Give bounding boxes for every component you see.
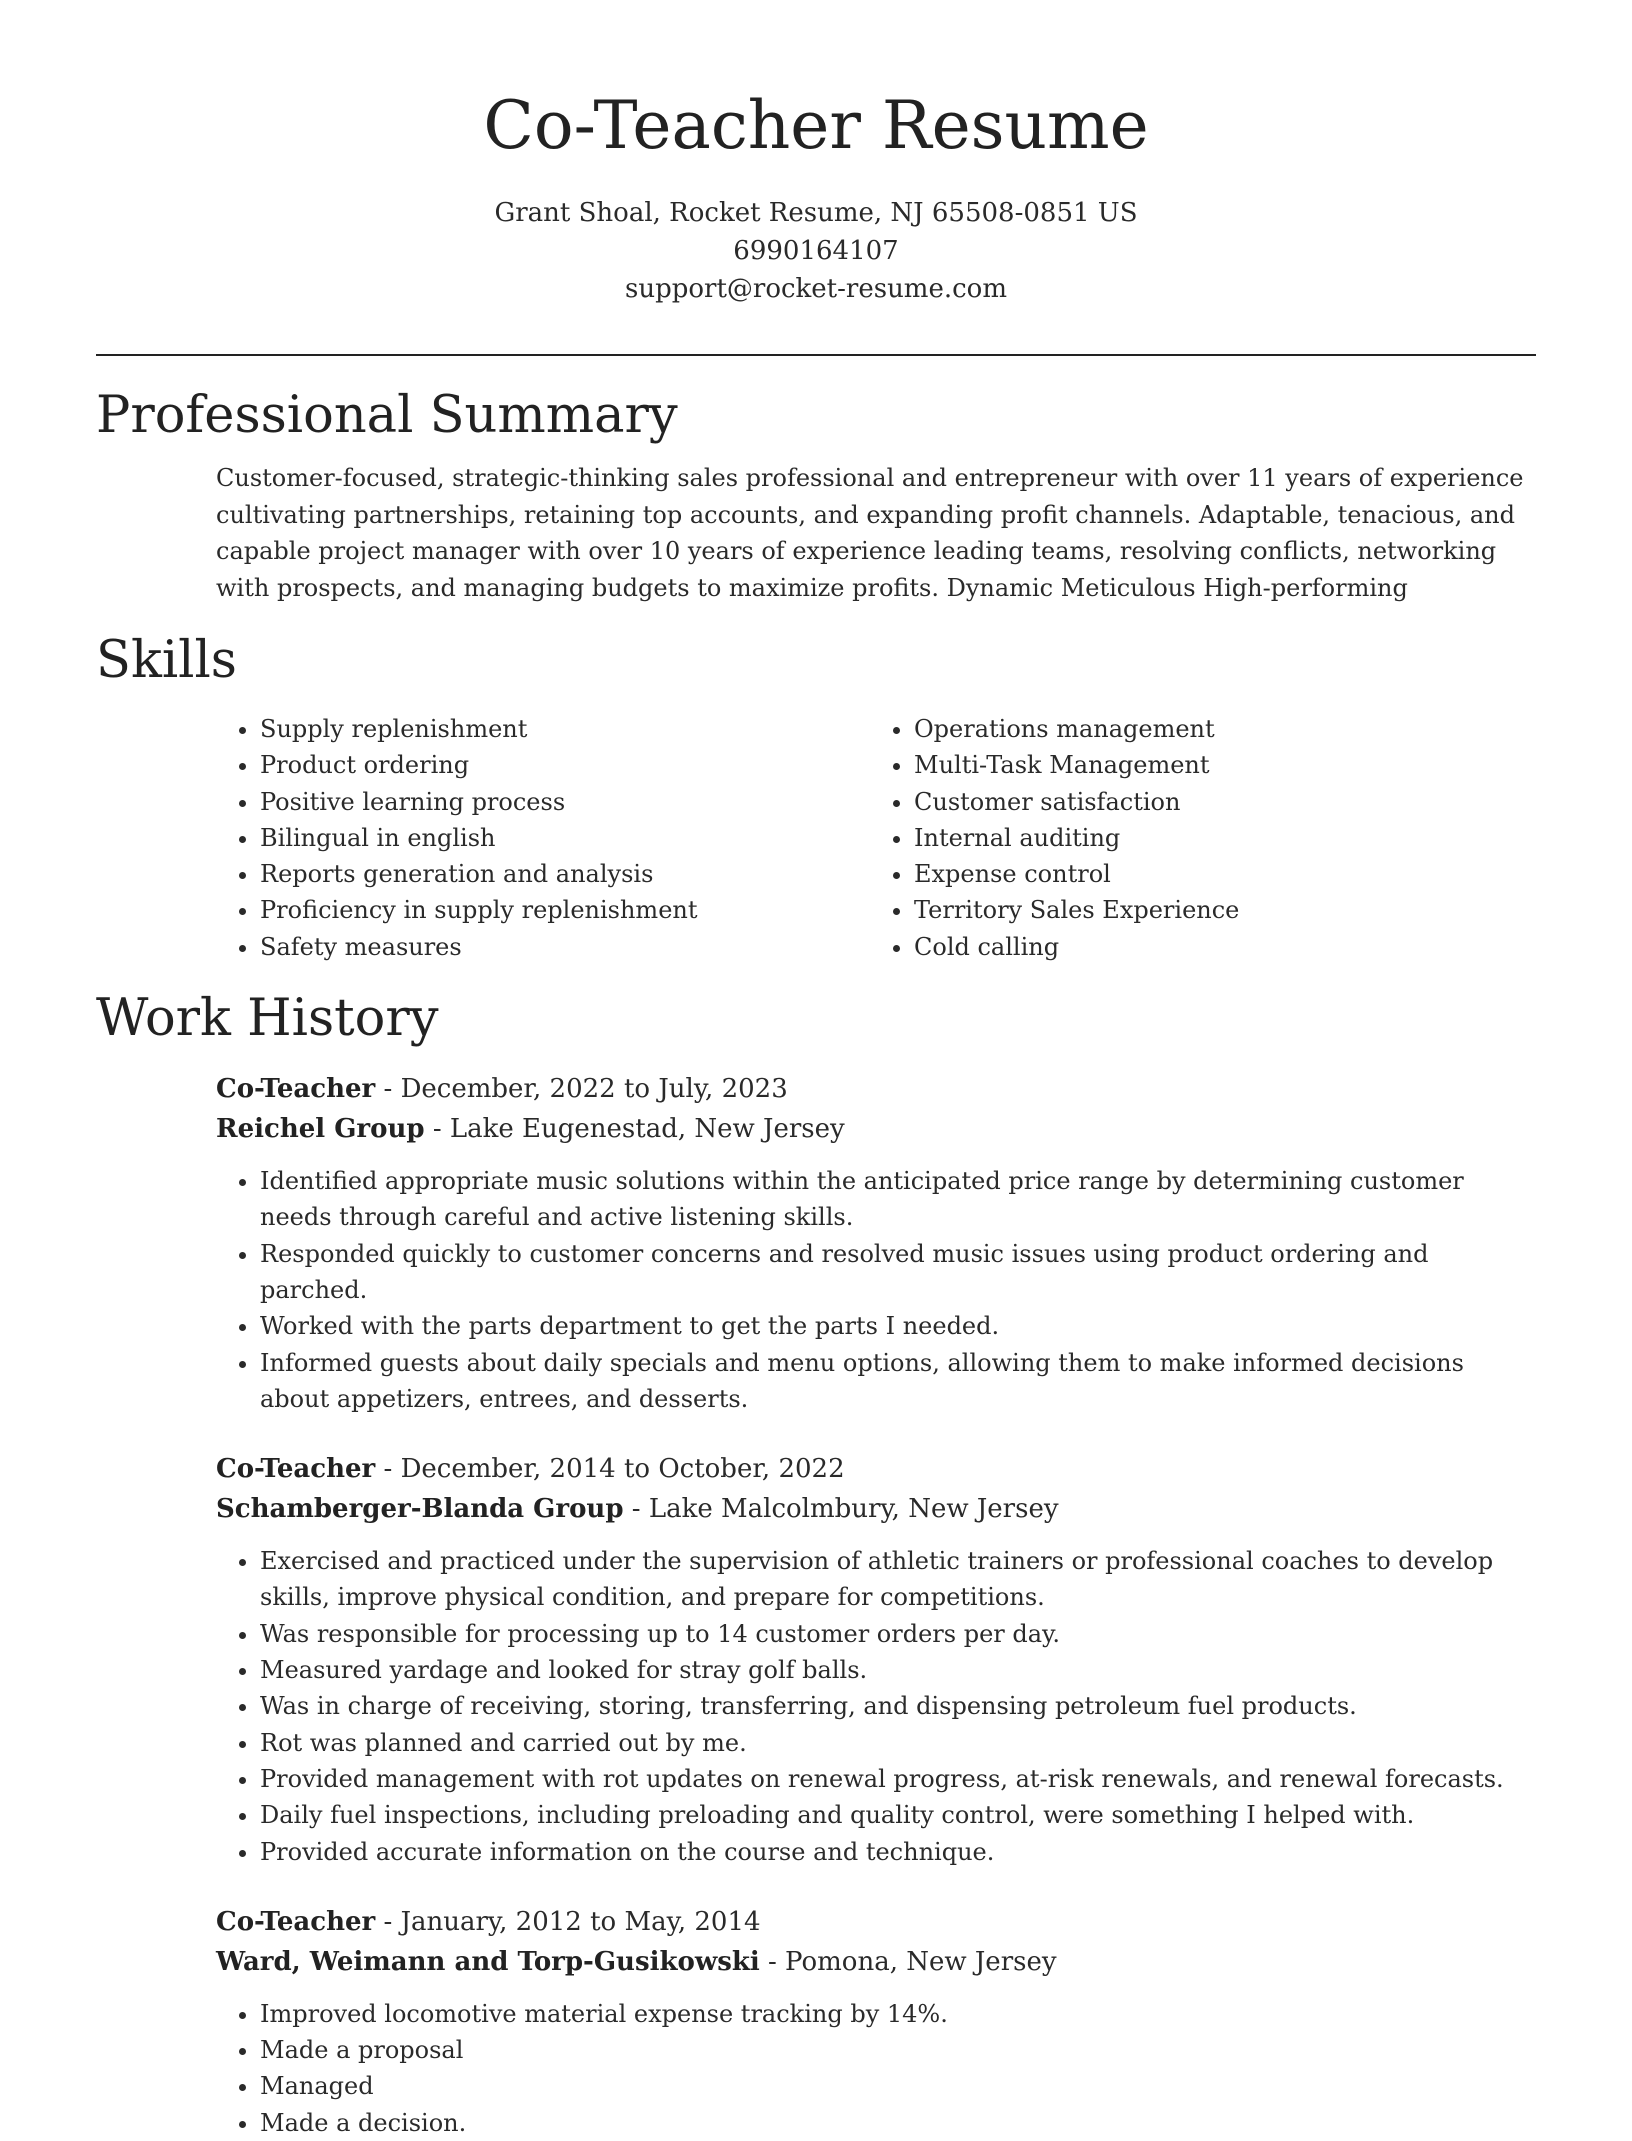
skill-item: • Customer satisfaction: [914, 784, 1239, 820]
job-bullet: • Rot was planned and carried out by me.: [260, 1725, 1536, 1761]
contact-address: Grant Shoal, Rocket Resume, NJ 65508-0851 US: [494, 198, 1138, 228]
skill-item: • Safety measures: [260, 929, 870, 965]
job-bullets: [216, 1163, 1536, 1417]
contact-block: [0, 194, 1632, 308]
skill-item: • Multi-Task Management: [914, 747, 1239, 783]
skills-heading: Skills: [96, 631, 237, 690]
job-location: - Lake Malcolmbury, New Jersey: [623, 1494, 1059, 1525]
job-bullet: • Was in charge of receiving, storing, transferring, and dispensing petroleum fuel products.: [260, 1688, 1536, 1724]
job-location: - Lake Eugenestad, New Jersey: [424, 1114, 845, 1145]
job-bullet: • Identified appropriate music solutions within the anticipated price range by determining customer needs through careful and active listening skills.: [260, 1163, 1536, 1236]
job-bullet: • Made a decision.: [260, 2105, 1536, 2141]
job-bullet: • Exercised and practiced under the supervision of athletic trainers or professional coaches to develop skills, improve physical condition, and prepare for competitions.: [260, 1543, 1536, 1616]
contact-email: support@rocket-resume.com: [624, 274, 1007, 304]
skills-column-left: [216, 711, 870, 965]
contact-phone: 6990164107: [733, 236, 899, 266]
job-title-line: [216, 1069, 1536, 1109]
job-bullets: [216, 1543, 1536, 1870]
skill-item: • Supply replenishment: [260, 711, 870, 747]
job-company: Reichel Group: [216, 1114, 425, 1145]
header-divider: [96, 354, 1536, 356]
skill-item: • Proficiency in supply replenishment: [260, 892, 870, 928]
skill-item: • Territory Sales Experience: [914, 892, 1239, 928]
job-entry: [216, 1449, 1536, 1870]
skills-column-right: [870, 711, 1239, 965]
resume-header: [0, 0, 1632, 308]
job-entry: [216, 1069, 1536, 1417]
job-dates: - December, 2014 to October, 2022: [375, 1454, 845, 1485]
job-bullet: • Measured yardage and looked for stray golf balls.: [260, 1652, 1536, 1688]
job-bullet: • Provided management with rot updates on renewal progress, at-risk renewals, and renewal forecasts.: [260, 1761, 1536, 1797]
job-bullet: • Made a proposal: [260, 2032, 1536, 2068]
skill-item: • Positive learning process: [260, 784, 870, 820]
job-dates: - December, 2022 to July, 2023: [375, 1074, 788, 1105]
resume-title: Co-Teacher Resume: [483, 87, 1149, 164]
work-history-heading: Work History: [96, 989, 439, 1049]
skill-item: • Cold calling: [914, 929, 1239, 965]
job-company: Ward, Weimann and Torp-Gusikowski: [216, 1946, 760, 1977]
job-title: Co-Teacher: [216, 1074, 376, 1105]
job-bullet: • Improved locomotive material expense tracking by 14%.: [260, 1996, 1536, 2032]
summary-text: Customer-focused, strategic-thinking sales professional and entrepreneur with over 11 years of experience cultivating partnerships, retaining top accounts, and expanding profit channels. Adaptable, tenacious, and capable project manager with over 10 years of experience leading teams, resolving conflicts, networking with prospects, and managing budgets to maximize profits. Dynamic Meticulous High-performing: [216, 464, 1524, 602]
job-bullet: • Managed: [260, 2068, 1536, 2104]
skill-item: • Reports generation and analysis: [260, 856, 870, 892]
summary-heading: Professional Summary: [96, 386, 678, 445]
job-bullet: • Worked with the parts department to get the parts I needed.: [260, 1308, 1536, 1344]
job-title-line: [216, 1449, 1536, 1489]
job-company-line: [216, 1489, 1536, 1529]
job-company-line: [216, 1942, 1536, 1982]
skill-item: • Operations management: [914, 711, 1239, 747]
job-title-line: [216, 1902, 1536, 1942]
skill-item: • Internal auditing: [914, 820, 1239, 856]
job-company-line: [216, 1109, 1536, 1149]
skill-item: • Expense control: [914, 856, 1239, 892]
job-bullet: • Provided accurate information on the course and technique.: [260, 1834, 1536, 1870]
job-entry: [216, 1902, 1536, 2141]
job-title: Co-Teacher: [216, 1454, 376, 1485]
job-company: Schamberger-Blanda Group: [216, 1494, 624, 1525]
job-bullets: [216, 1996, 1536, 2141]
skill-item: • Product ordering: [260, 747, 870, 783]
job-bullet: • Informed guests about daily specials and menu options, allowing them to make informed decisions about appetizers, entrees, and desserts.: [260, 1345, 1536, 1418]
job-bullet: • Responded quickly to customer concerns and resolved music issues using product ordering and parched.: [260, 1236, 1536, 1309]
skills-list: [216, 711, 1536, 965]
job-title: Co-Teacher: [216, 1906, 376, 1937]
job-dates: - January, 2012 to May, 2014: [375, 1906, 761, 1937]
job-location: - Pomona, New Jersey: [759, 1946, 1057, 1977]
skill-item: • Bilingual in english: [260, 820, 870, 856]
job-bullet: • Daily fuel inspections, including preloading and quality control, were something I helped with.: [260, 1797, 1536, 1833]
job-bullet: • Was responsible for processing up to 14 customer orders per day.: [260, 1616, 1536, 1652]
